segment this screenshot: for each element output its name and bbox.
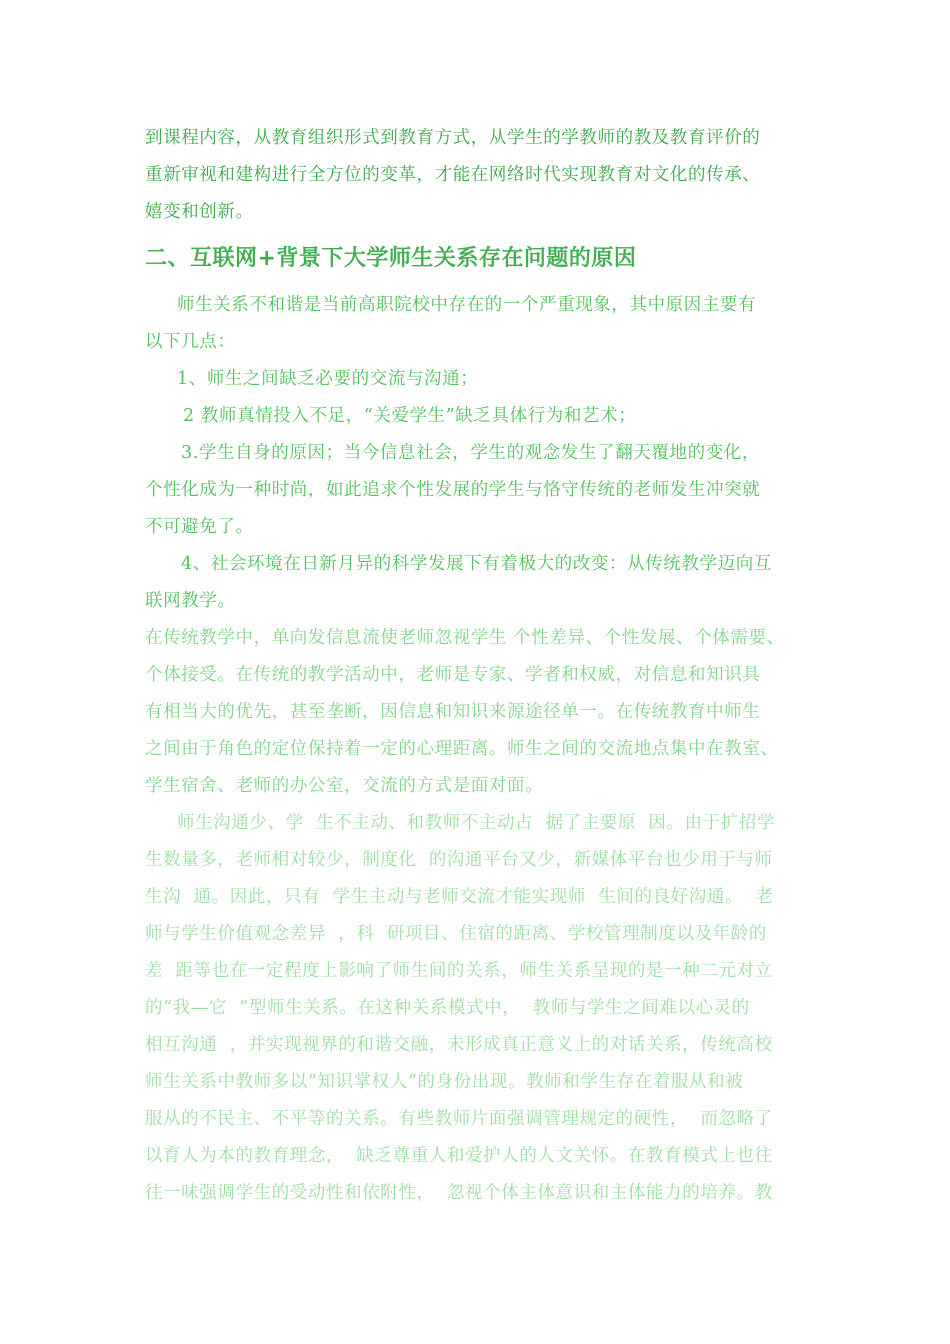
- text-line: 不可避免了。: [145, 517, 254, 537]
- text-line: 差 距等也在一定程度上影响了师生间的关系，师生关系呈现的是一种二元对立: [145, 961, 773, 981]
- text-line: 学生宿舍、老师的办公室，交流的方式是面对面。: [145, 776, 544, 796]
- paragraph-traditional-teaching: [145, 620, 817, 805]
- list-item-2: 2 教师真情投入不足，“关爱学生”缺乏具体行为和艺术；: [183, 406, 637, 426]
- section-heading: 二、互联网+背景下大学师生关系存在问题的原因: [145, 246, 637, 271]
- document-page: [145, 120, 817, 1212]
- text-line: 到课程内容，从教育组织形式到教育方式，从学生的学教师的教及教育评价的: [145, 128, 761, 148]
- text-line: 生数量多，老师相对较少，制度化 的沟通平台又少，新媒体平台也少用于与师: [145, 850, 773, 870]
- text-line: 生沟 通。因此，只有 学生主动与老师交流才能实现师 生间的良好沟通。 老: [145, 887, 774, 907]
- text-line: 之间由于角色的定位保持着一定的心理距离。师生之间的交流地点集中在教室、: [145, 739, 779, 759]
- text-line: 服从的不民主、不平等的关系。有些教师片面强调管理规定的硬性， 而忽略了: [145, 1109, 773, 1129]
- intro-paragraph: [145, 120, 817, 231]
- paragraph-communication: [145, 805, 817, 1212]
- text-line: 的“我—它 ”型师生关系。在这种关系模式中， 教师与学生之间难以心灵的: [145, 998, 750, 1018]
- text-line: 4、社会环境在日新月异的科学发展下有着极大的改变：从传统教学迈向互: [181, 554, 772, 574]
- text-line: 师生沟通少、学 生不主动、和教师不主动占 据了主要原 因。由于扩招学: [177, 813, 776, 833]
- text-line: 以下几点：: [145, 332, 236, 352]
- text-line: 以育人为本的教育理念， 缺乏尊重人和爱护人的人文关怀。在教育模式上也往: [145, 1146, 773, 1166]
- text-line: 重新审视和建构进行全方位的变革，才能在网络时代实现教育对文化的传承、: [145, 165, 761, 185]
- text-line: 有相当大的优先，甚至垄断，因信息和知识来源途径单一。在传统教育中师生: [145, 702, 761, 722]
- text-line: 3.学生自身的原因；当今信息社会，学生的观念发生了翻天覆地的变化，: [181, 443, 760, 463]
- text-line: 个体接受。在传统的教学活动中，老师是专家、学者和权威，对信息和知识具: [145, 665, 761, 685]
- list-item-4: [145, 546, 817, 620]
- text-line: 嬉变和创新。: [145, 202, 254, 222]
- list-item-1: 1、师生之间缺乏必要的交流与沟通；: [177, 369, 479, 389]
- text-line: 师与学生价值观念差异 ，科 研项目、住宿的距离、学校管理制度以及年龄的: [145, 924, 767, 944]
- text-line: 联网教学。: [145, 591, 236, 611]
- text-line: 相互沟通 ，并实现视界的和谐交融，未形成真正意义上的对话关系，传统高校: [145, 1035, 773, 1055]
- text-line: 个性化成为一种时尚，如此追求个性发展的学生与恪守传统的老师发生冲突就: [145, 480, 761, 500]
- text-line: 往一味强调学生的受动性和依附性， 忽视个体主体意识和主体能力的培养。教: [145, 1183, 773, 1203]
- paragraph-causes-intro: [145, 287, 817, 361]
- text-line: 在传统教学中，单向发信息流使老师忽视学生 个性差异、个性发展、个体需要、: [145, 628, 785, 648]
- text-line: 师生关系中教师多以“知识掌权人”的身份出现。教师和学生存在着服从和被: [145, 1072, 744, 1092]
- list-item-3: [145, 435, 817, 546]
- text-line: 师生关系不和谐是当前高职院校中存在的一个严重现象，其中原因主要有: [177, 295, 757, 315]
